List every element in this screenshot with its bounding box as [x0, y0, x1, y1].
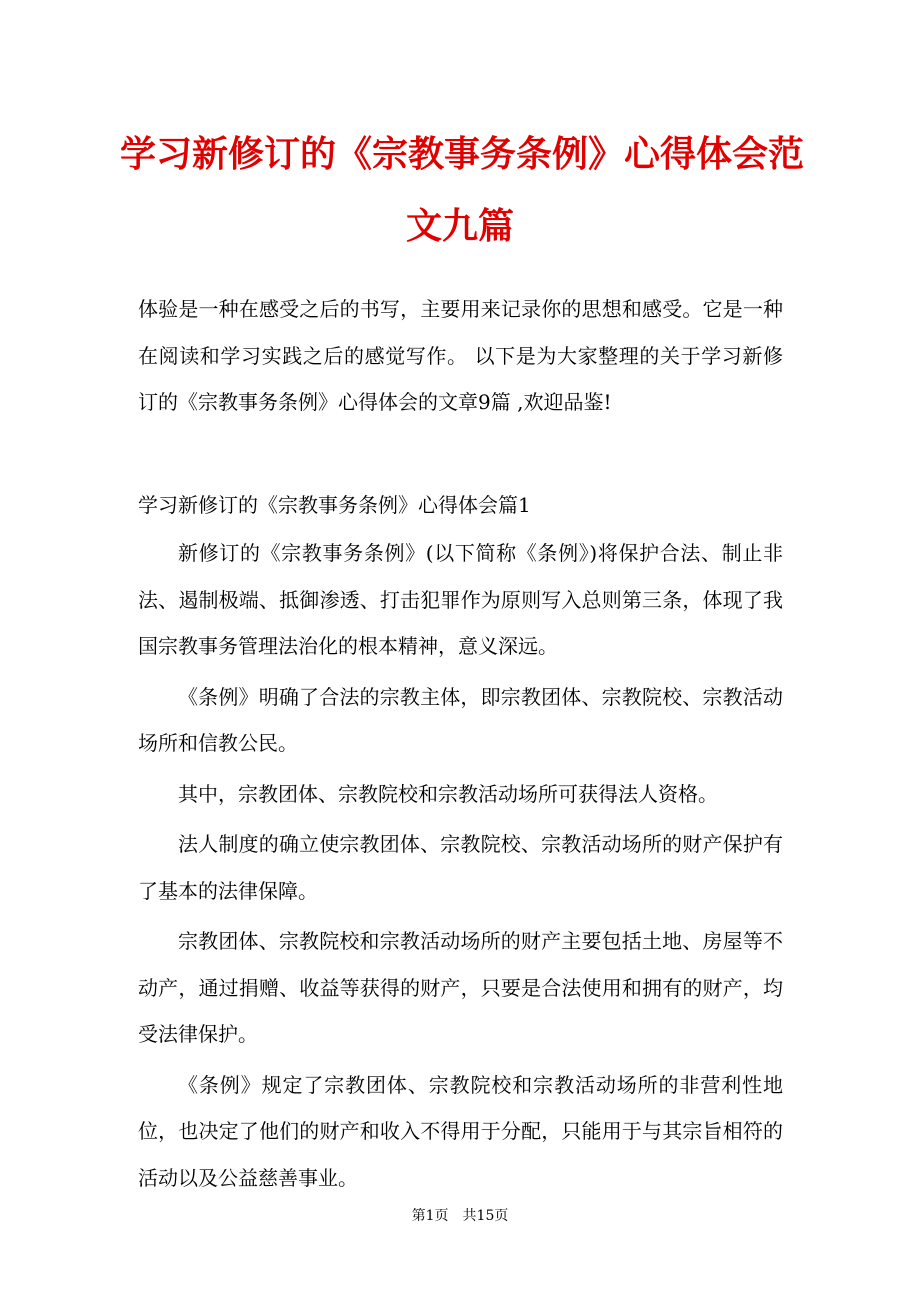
body-paragraph: 《条例》规定了宗教团体、宗教院校和宗教活动场所的非营利性地位，也决定了他们的财产和收入不得用于分配，只能用于与其宗旨相符的活动以及公益慈善事业。	[138, 1072, 783, 1190]
article-body	[138, 530, 783, 1201]
body-paragraph: 新修订的《宗教事务条例》(以下简称《条例》)将保护合法、制止非法、遏制极端、抵御渗透、打击犯罪作为原则写入总则第三条，体现了我国宗教事务管理法治化的根本精神，意义深远。	[138, 541, 783, 658]
section-heading: 学习新修订的《宗教事务条例》心得体会篇1	[138, 493, 531, 517]
body-paragraph: 法人制度的确立使宗教团体、宗教院校、宗教活动场所的财产保护有了基本的法律保障。	[138, 832, 783, 903]
body-paragraph: 其中，宗教团体、宗教院校和宗教活动场所可获得法人资格。	[178, 781, 718, 806]
body-paragraph: 《条例》明确了合法的宗教主体，即宗教团体、宗教院校、宗教活动场所和信教公民。	[138, 684, 783, 755]
page-footer	[0, 1206, 920, 1226]
intro-paragraph: 体验是一种在感受之后的书写，主要用来记录你的思想和感受。它是一种在阅读和学习实践之后的感觉写作。 以下是为大家整理的关于学习新修订的《宗教事务条例》心得体会的文章9篇 ,欢迎品鉴!	[138, 297, 783, 414]
document-title-line-1: 学习新修订的《宗教事务条例》心得体会范	[120, 133, 805, 175]
page-total: 共15页	[462, 1208, 509, 1224]
page-number: 第1页	[411, 1208, 449, 1224]
body-paragraph: 宗教团体、宗教院校和宗教活动场所的财产主要包括土地、房屋等不动产，通过捐赠、收益等获得的财产，只要是合法使用和拥有的财产，均受法律保护。	[138, 929, 783, 1046]
document-title-line-2: 文九篇	[405, 205, 514, 247]
